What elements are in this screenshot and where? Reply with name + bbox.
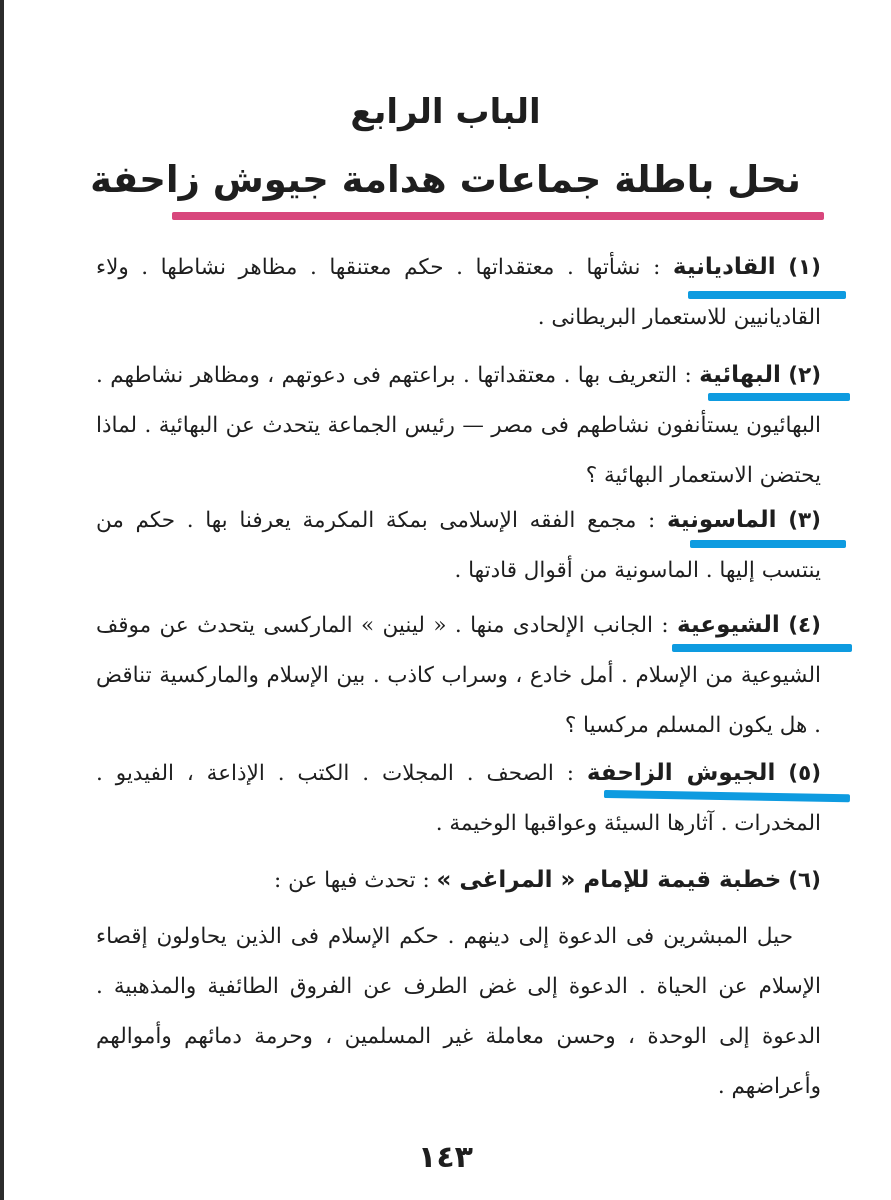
item-separator: :: [653, 255, 661, 280]
item-text: نشأتها . معتقداتها . حكم معتنقها . مظاهر نشاطها . ولاء القاديانيين للاستعمار البريطانى .: [96, 255, 821, 330]
item-separator: :: [661, 613, 669, 638]
item-number: (٤): [788, 613, 821, 638]
page-number: ١٤٣: [418, 1140, 473, 1175]
item-text: التعريف بها . معتقداتها . براعتهم فى دعوتهم ، ومظاهر نشاطهم . البهائيون يستأنفون نشاطهم فى مصر — رئيس الجماعة يتحدث عن البهائية . لماذا يحتضن الاستعمار البهائية ؟: [96, 363, 821, 488]
item-text: مجمع الفقه الإسلامى بمكة المكرمة يعرفنا بها . حكم من ينتسب إليها . الماسونية من أقوال قادتها .: [96, 508, 821, 583]
item-term: البهائية: [699, 362, 781, 388]
item-number: (٣): [788, 508, 821, 533]
list-item: [96, 350, 821, 501]
item-number: (١): [788, 255, 821, 280]
chapter-title: نحل باطلة جماعات هدامة جيوش زاحفة: [90, 158, 801, 201]
item-number: (٢): [788, 363, 822, 388]
closing-paragraph: حيل المبشرين فى الدعوة إلى دينهم . حكم الإسلام فى الذين يحاولون إقصاء الإسلام عن الحياة . الدعوة إلى غض الطرف عن الفروق الطائفية والمذهبية . الدعوة إلى الوحدة ، وحسن معاملة غير المسلمين ، وحرمة دمائهم وأموالهم وأعراضهم .: [96, 924, 821, 1099]
item-term: خطبة قيمة للإمام « المراغى »: [436, 867, 782, 893]
term-highlight-underline: [688, 291, 846, 299]
term-highlight-underline: [708, 393, 850, 401]
item-text: الجانب الإلحادى منها . « لينين » الماركسى يتحدث عن موقف الشيوعية من الإسلام . أمل خادع ، وسراب كاذب . بين الإسلام والماركسية تناقض . هل يكون المسلم مركسيا ؟: [96, 613, 821, 738]
item-term: القاديانية: [672, 254, 776, 280]
item-text: تحدث فيها عن :: [274, 868, 416, 893]
item-term: الجيوش الزاحفة: [586, 760, 776, 786]
item-separator: :: [648, 508, 656, 533]
item-number: (٥): [788, 761, 822, 786]
item-separator: :: [684, 363, 692, 388]
item-number: (٦): [788, 868, 821, 893]
item-term: الماسونية: [666, 507, 777, 533]
list-item: [96, 600, 821, 751]
item-text: الصحف . المجلات . الكتب . الإذاعة ، الفيديو . المخدرات . آثارها السيئة وعواقبها الوخيمة .: [96, 761, 821, 836]
item-separator: :: [566, 761, 574, 786]
chapter-heading: الباب الرابع: [350, 92, 541, 132]
title-highlight-underline: [172, 212, 824, 220]
term-highlight-underline: [690, 540, 846, 548]
term-highlight-underline: [672, 644, 852, 652]
item-term: الشيوعية: [677, 612, 780, 638]
item-separator: :: [422, 868, 430, 893]
list-item: [96, 855, 821, 906]
